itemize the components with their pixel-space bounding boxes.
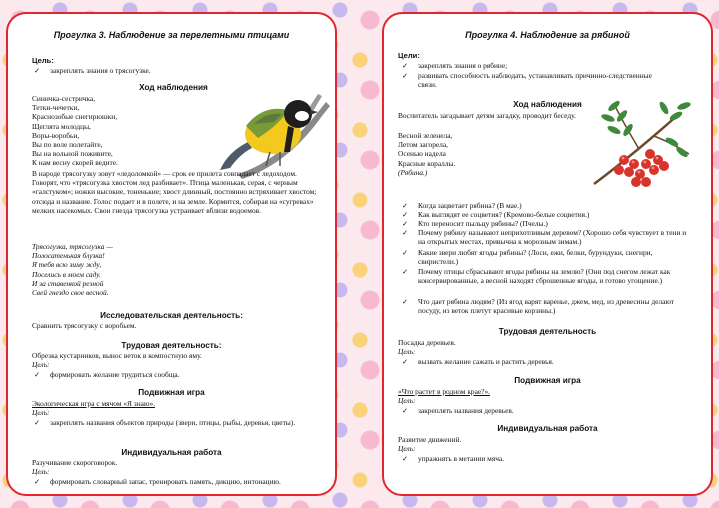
right-page-title: Прогулка 4. Наблюдение за рябиной	[465, 30, 630, 40]
right-labor-item: вызвать желание сажать и растить деревья.	[418, 357, 554, 366]
left-poem-1	[32, 94, 118, 168]
left-page-card	[6, 12, 337, 496]
left-poem-2	[32, 242, 113, 297]
check-icon: ✓	[402, 71, 409, 80]
tit-bird-icon	[218, 82, 337, 182]
right-observation-heading: Ход наблюдения	[513, 100, 582, 109]
poem-line: Вы по воле полетайте,	[32, 140, 103, 150]
riddle-answer: (Рябина.)	[398, 167, 428, 177]
check-icon: ✓	[34, 418, 41, 427]
check-icon: ✓	[402, 357, 409, 366]
right-individual-text: Развитие движений.	[398, 435, 462, 444]
poem-line: Тетки-чечетки,	[32, 103, 80, 113]
riddle-line: Летом загорела,	[398, 140, 448, 150]
left-game-heading: Подвижная игра	[138, 388, 205, 397]
check-icon: ✓	[34, 477, 41, 486]
right-question: Что дает рябина людям? (Из ягод варят варенье, джем, мед, из древесины делают посуду, из веток плетут красивые корзины.)	[418, 297, 675, 316]
check-icon: ✓	[402, 406, 409, 415]
left-research-text: Сравнить трясогузку с воробьем.	[32, 321, 137, 330]
left-labor-text: Обрезка кустарников, вынос веток в компостную яму.	[32, 351, 202, 360]
poem-line: Поселись в моем саду.	[32, 269, 101, 279]
right-labor-goal-label: Цель:	[398, 347, 416, 356]
right-labor-text: Посадка деревьев.	[398, 338, 456, 347]
right-question: Какие звери любят ягоды рябины? (Лоси, ежи, белки, бурундуки, снегири, свиристели.)	[418, 248, 653, 267]
poem-line: Трясогузка, трясогузка —	[32, 242, 113, 251]
left-goal-label: Цель:	[32, 56, 54, 65]
right-individual-goal-label: Цель:	[398, 444, 416, 453]
left-individual-text: Разучивание скороговорок.	[32, 458, 118, 467]
right-intro-text: Воспитатель загадывает детям загадку, проводит беседу.	[398, 111, 576, 120]
poem-line: Я тебя всю зиму жду,	[32, 260, 102, 270]
right-game-item: закреплять названия деревьев.	[418, 406, 514, 415]
right-question: Почему рябину называют неприхотливым деревом? (Хорошо себя чувствует в тени и на открытых местах, привычна к морозным зимам.)	[418, 228, 687, 247]
right-goal-label: Цели:	[398, 51, 420, 60]
left-research-heading: Исследовательская деятельность:	[100, 311, 243, 320]
right-question: Когда зацветает рябина? (В мае.)	[418, 201, 522, 210]
right-page-card	[382, 12, 713, 496]
check-icon: ✓	[402, 228, 409, 237]
left-observation-heading: Ход наблюдения	[139, 83, 208, 92]
poem-line: Щеглята молодцы,	[32, 121, 91, 131]
check-icon: ✓	[402, 454, 409, 463]
left-labor-goal-label: Цель:	[32, 360, 50, 369]
left-individual-item: формировать словарный запас, тренировать память, дикцию, интонацию.	[50, 477, 281, 486]
poem-line: Полосатенькая блузка!	[32, 251, 105, 261]
check-icon: ✓	[34, 66, 41, 75]
check-icon: ✓	[402, 219, 409, 228]
right-question: Почему птицы сбрасывают ягоды рябины на землю? (Они под снегом лежат как консервированные, а весной находят сброшенные ягоды, и готово угощение.)	[418, 267, 671, 286]
riddle-line: Осенью надела	[398, 149, 446, 159]
right-individual-item: упражнять в метании мяча.	[418, 454, 505, 463]
right-question: Кто переносит пыльцу рябины? (Пчелы.)	[418, 219, 548, 228]
poem-line: И за ставенкой резной	[32, 278, 104, 288]
right-individual-heading: Индивидуальная работа	[497, 424, 598, 433]
check-icon: ✓	[402, 267, 409, 276]
check-icon: ✓	[402, 248, 409, 257]
left-game-item: закреплять названия объектов природы (звери, птицы, рыбы, деревья, цветы).	[50, 418, 296, 427]
riddle-line: Красные кораллы.	[398, 158, 456, 168]
poem-line: Краснозобые снегирюшки,	[32, 112, 118, 122]
right-game-goal-label: Цель:	[398, 396, 416, 405]
check-icon: ✓	[34, 370, 41, 379]
right-labor-heading: Трудовая деятельность	[498, 327, 597, 336]
left-labor-heading: Трудовая деятельность:	[121, 341, 222, 350]
left-game-goal-label: Цель:	[32, 408, 50, 417]
poem-line: К нам весну скорей ведите.	[32, 158, 118, 168]
poem-line: Воры-воробьи,	[32, 130, 80, 140]
left-goal-item: закреплять знания о трясогузке.	[50, 66, 151, 75]
right-game-text: «Что растет в родном крае?».	[398, 387, 490, 396]
left-individual-goal-label: Цель:	[32, 467, 50, 476]
riddle-line: Весной зеленела,	[398, 131, 453, 140]
poem-line: Синичка-сестричка,	[32, 94, 96, 103]
right-goal-item: закреплять знания о рябине;	[418, 61, 508, 70]
left-observation-text: В народе трясогузку зовут «ледоломкой» — срок ее прилета совпадает с ледоходом. Говорят, что «трясогузка хвостом лед разбивает». Птица маленькая, серая, с черным «галстуком»; ножки высокие, тоненькие; хвост длинный, постоянно встряхивает хвостом; отсюда и название. Голос подает и в полете, и на земле. Кормится, собирая на «сугревах» мелких насекомых. Свои гнезда трясогузка устраивает вблизи водоемов.	[32, 169, 317, 215]
right-goal-item: развивать способность наблюдать, устанавливать причинно-следственные связи.	[418, 71, 652, 90]
poem-line: Свей гнездо свое весной.	[32, 288, 109, 298]
check-icon: ✓	[402, 201, 409, 210]
check-icon: ✓	[402, 297, 409, 306]
poem-line: Вы на вольной поживите,	[32, 149, 113, 159]
left-individual-heading: Индивидуальная работа	[121, 448, 222, 457]
check-icon: ✓	[402, 210, 409, 219]
right-riddle	[398, 131, 455, 177]
left-labor-item: формировать желание трудиться сообща.	[50, 370, 180, 379]
left-game-text: Экологическая игра с мячом «Я знаю».	[32, 399, 156, 408]
right-question: Как выглядят ее соцветия? (Кремово-белые соцветия.)	[418, 210, 590, 219]
left-page-title: Прогулка 3. Наблюдение за перелетными птицами	[53, 30, 290, 40]
right-game-heading: Подвижная игра	[514, 376, 581, 385]
rowan-berry-icon	[584, 94, 694, 199]
check-icon: ✓	[402, 61, 409, 70]
